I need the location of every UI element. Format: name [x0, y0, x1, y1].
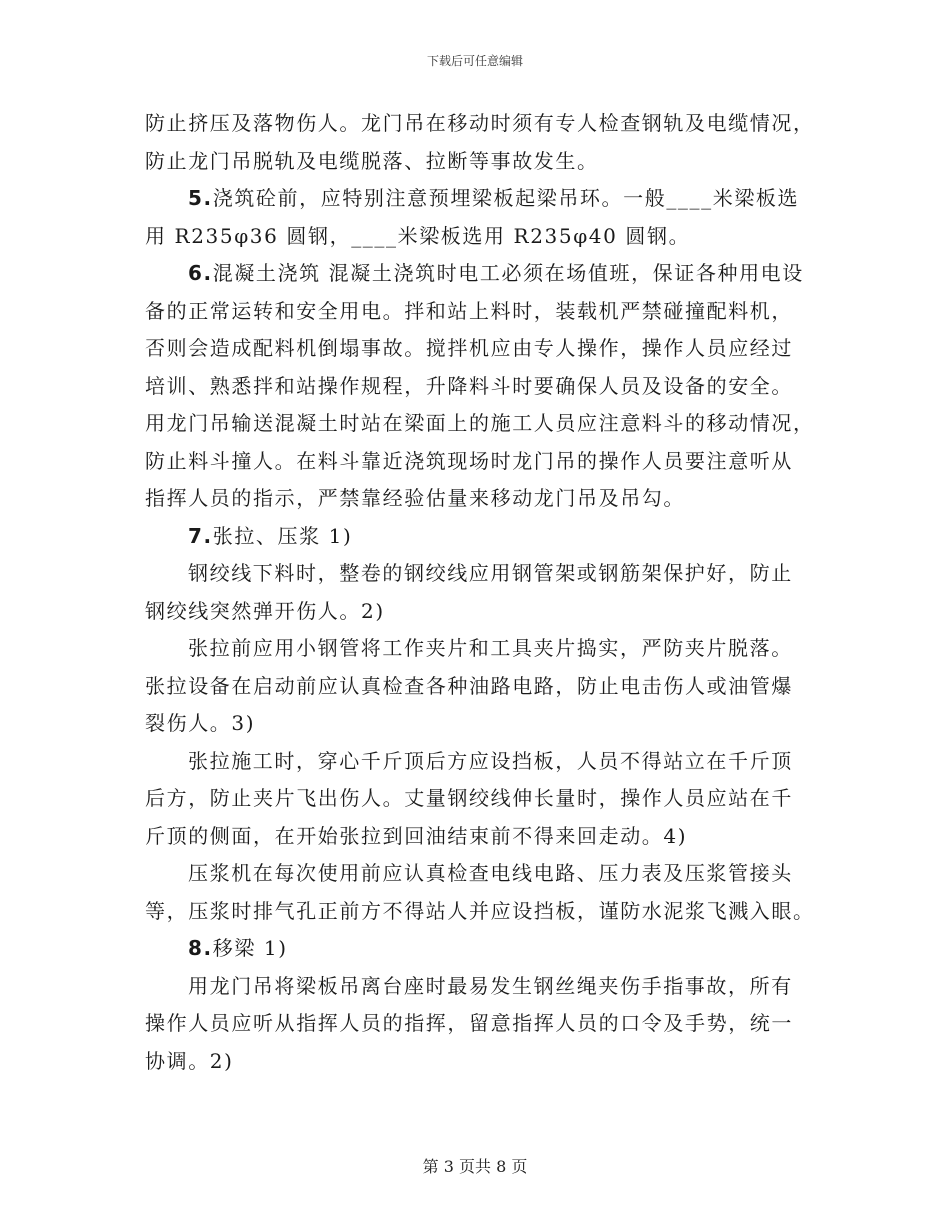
line-text: 钢绞线下料时，整卷的钢绞线应用钢管架或钢筋架保护好，防止: [188, 561, 793, 585]
line-text: 防止龙门吊脱轨及电缆脱落、拉断等事故发生。: [145, 148, 599, 173]
line-text: 防止料斗撞人。在料斗靠近浇筑现场时龙门吊的操作人员要注意听从: [145, 448, 793, 473]
line-text: 压浆机在每次使用前应认真检查电线电路、压力表及压浆管接头: [188, 861, 793, 885]
line-text: 浇筑砼前，应特别注意预埋梁板起梁吊环。一般____米梁板选: [212, 186, 800, 210]
line-text: 张拉设备在启动前应认真检查各种油路电路，防止电击伤人或油管爆: [145, 673, 793, 698]
body-line: [145, 893, 815, 931]
line-text: 操作人员应听从指挥人员的指挥，留意指挥人员的口令及手势，统一: [145, 1011, 793, 1035]
body-line: [145, 668, 815, 706]
section-heading-7: [145, 518, 815, 556]
body-line: [145, 330, 815, 368]
body-line: [145, 593, 815, 631]
line-text: 用 R235φ36 圆钢，____米梁板选用 R235φ40 圆钢。: [145, 223, 691, 248]
body-line: [145, 480, 815, 518]
body-line: [145, 968, 815, 1006]
line-text: 培训、熟悉拌和站操作规程，升降料斗时要确保人员及设备的安全。: [145, 373, 793, 398]
line-text: 否则会造成配料机倒塌事故。搅拌机应由专人操作，操作人员应经过: [145, 336, 793, 360]
body-line: [145, 705, 815, 743]
body-line: [145, 368, 815, 406]
body-line: [145, 218, 815, 256]
body-line: [145, 855, 815, 893]
line-text: 移梁 1): [212, 936, 288, 960]
section-heading-8: [145, 930, 815, 968]
body-line: [145, 105, 815, 143]
body-line: [145, 555, 815, 593]
section-number: 7.: [188, 523, 213, 548]
body-line: [145, 293, 815, 331]
body-line: [145, 405, 815, 443]
body-line: [145, 143, 815, 181]
line-text: 等，压浆时排气孔正前方不得站人并应设挡板，谨防水泥浆飞溅入眼。: [145, 898, 815, 923]
line-text: 钢绞线突然弹开伤人。2): [145, 598, 385, 623]
document-body: [145, 105, 815, 1080]
line-text: 用龙门吊输送混凝土时站在梁面上的施工人员应注意料斗的移动情况，: [145, 411, 815, 435]
line-text: 备的正常运转和安全用电。拌和站上料时，装载机严禁碰撞配料机，: [145, 298, 793, 323]
section-number: 5.: [188, 186, 213, 210]
line-text: 协调。2): [145, 1048, 234, 1073]
body-line: [145, 1005, 815, 1043]
line-text: 张拉前应用小钢管将工作夹片和工具夹片捣实，严防夹片脱落。: [188, 636, 793, 660]
line-text: 后方，防止夹片飞出伤人。丈量钢绞线伸长量时，操作人员应站在千: [145, 786, 793, 810]
body-line: [145, 630, 815, 668]
line-text: 斤顶的侧面，在开始张拉到回油结束前不得来回走动。4): [145, 823, 688, 848]
body-line: [145, 818, 815, 856]
line-text: 张拉施工时，穿心千斤顶后方应设挡板，人员不得站立在千斤顶: [188, 748, 793, 773]
line-text: 张拉、压浆 1): [212, 523, 353, 548]
body-line: [145, 1043, 815, 1081]
line-text: 指挥人员的指示，严禁靠经验估量来移动龙门吊及吊勾。: [145, 486, 685, 510]
line-text: 防止挤压及落物伤人。龙门吊在移动时须有专人检查钢轨及电缆情况，: [145, 111, 815, 135]
section-number: 6.: [188, 261, 213, 285]
page-header: 下载后可任意编辑: [426, 54, 523, 68]
section-number: 8.: [188, 936, 213, 960]
section-heading-6: [145, 255, 815, 293]
body-line: [145, 743, 815, 781]
line-text: 混凝土浇筑 混凝土浇筑时电工必须在场值班，保证各种用电设: [212, 261, 804, 285]
line-text: 用龙门吊将梁板吊离台座时最易发生钢丝绳夹伤手指事故，所有: [188, 973, 793, 998]
body-line: [145, 780, 815, 818]
section-heading-5: [145, 180, 815, 218]
page-footer: 第 3 页共 8 页: [422, 1157, 528, 1176]
line-text: 裂伤人。3): [145, 711, 256, 735]
body-line: [145, 443, 815, 481]
